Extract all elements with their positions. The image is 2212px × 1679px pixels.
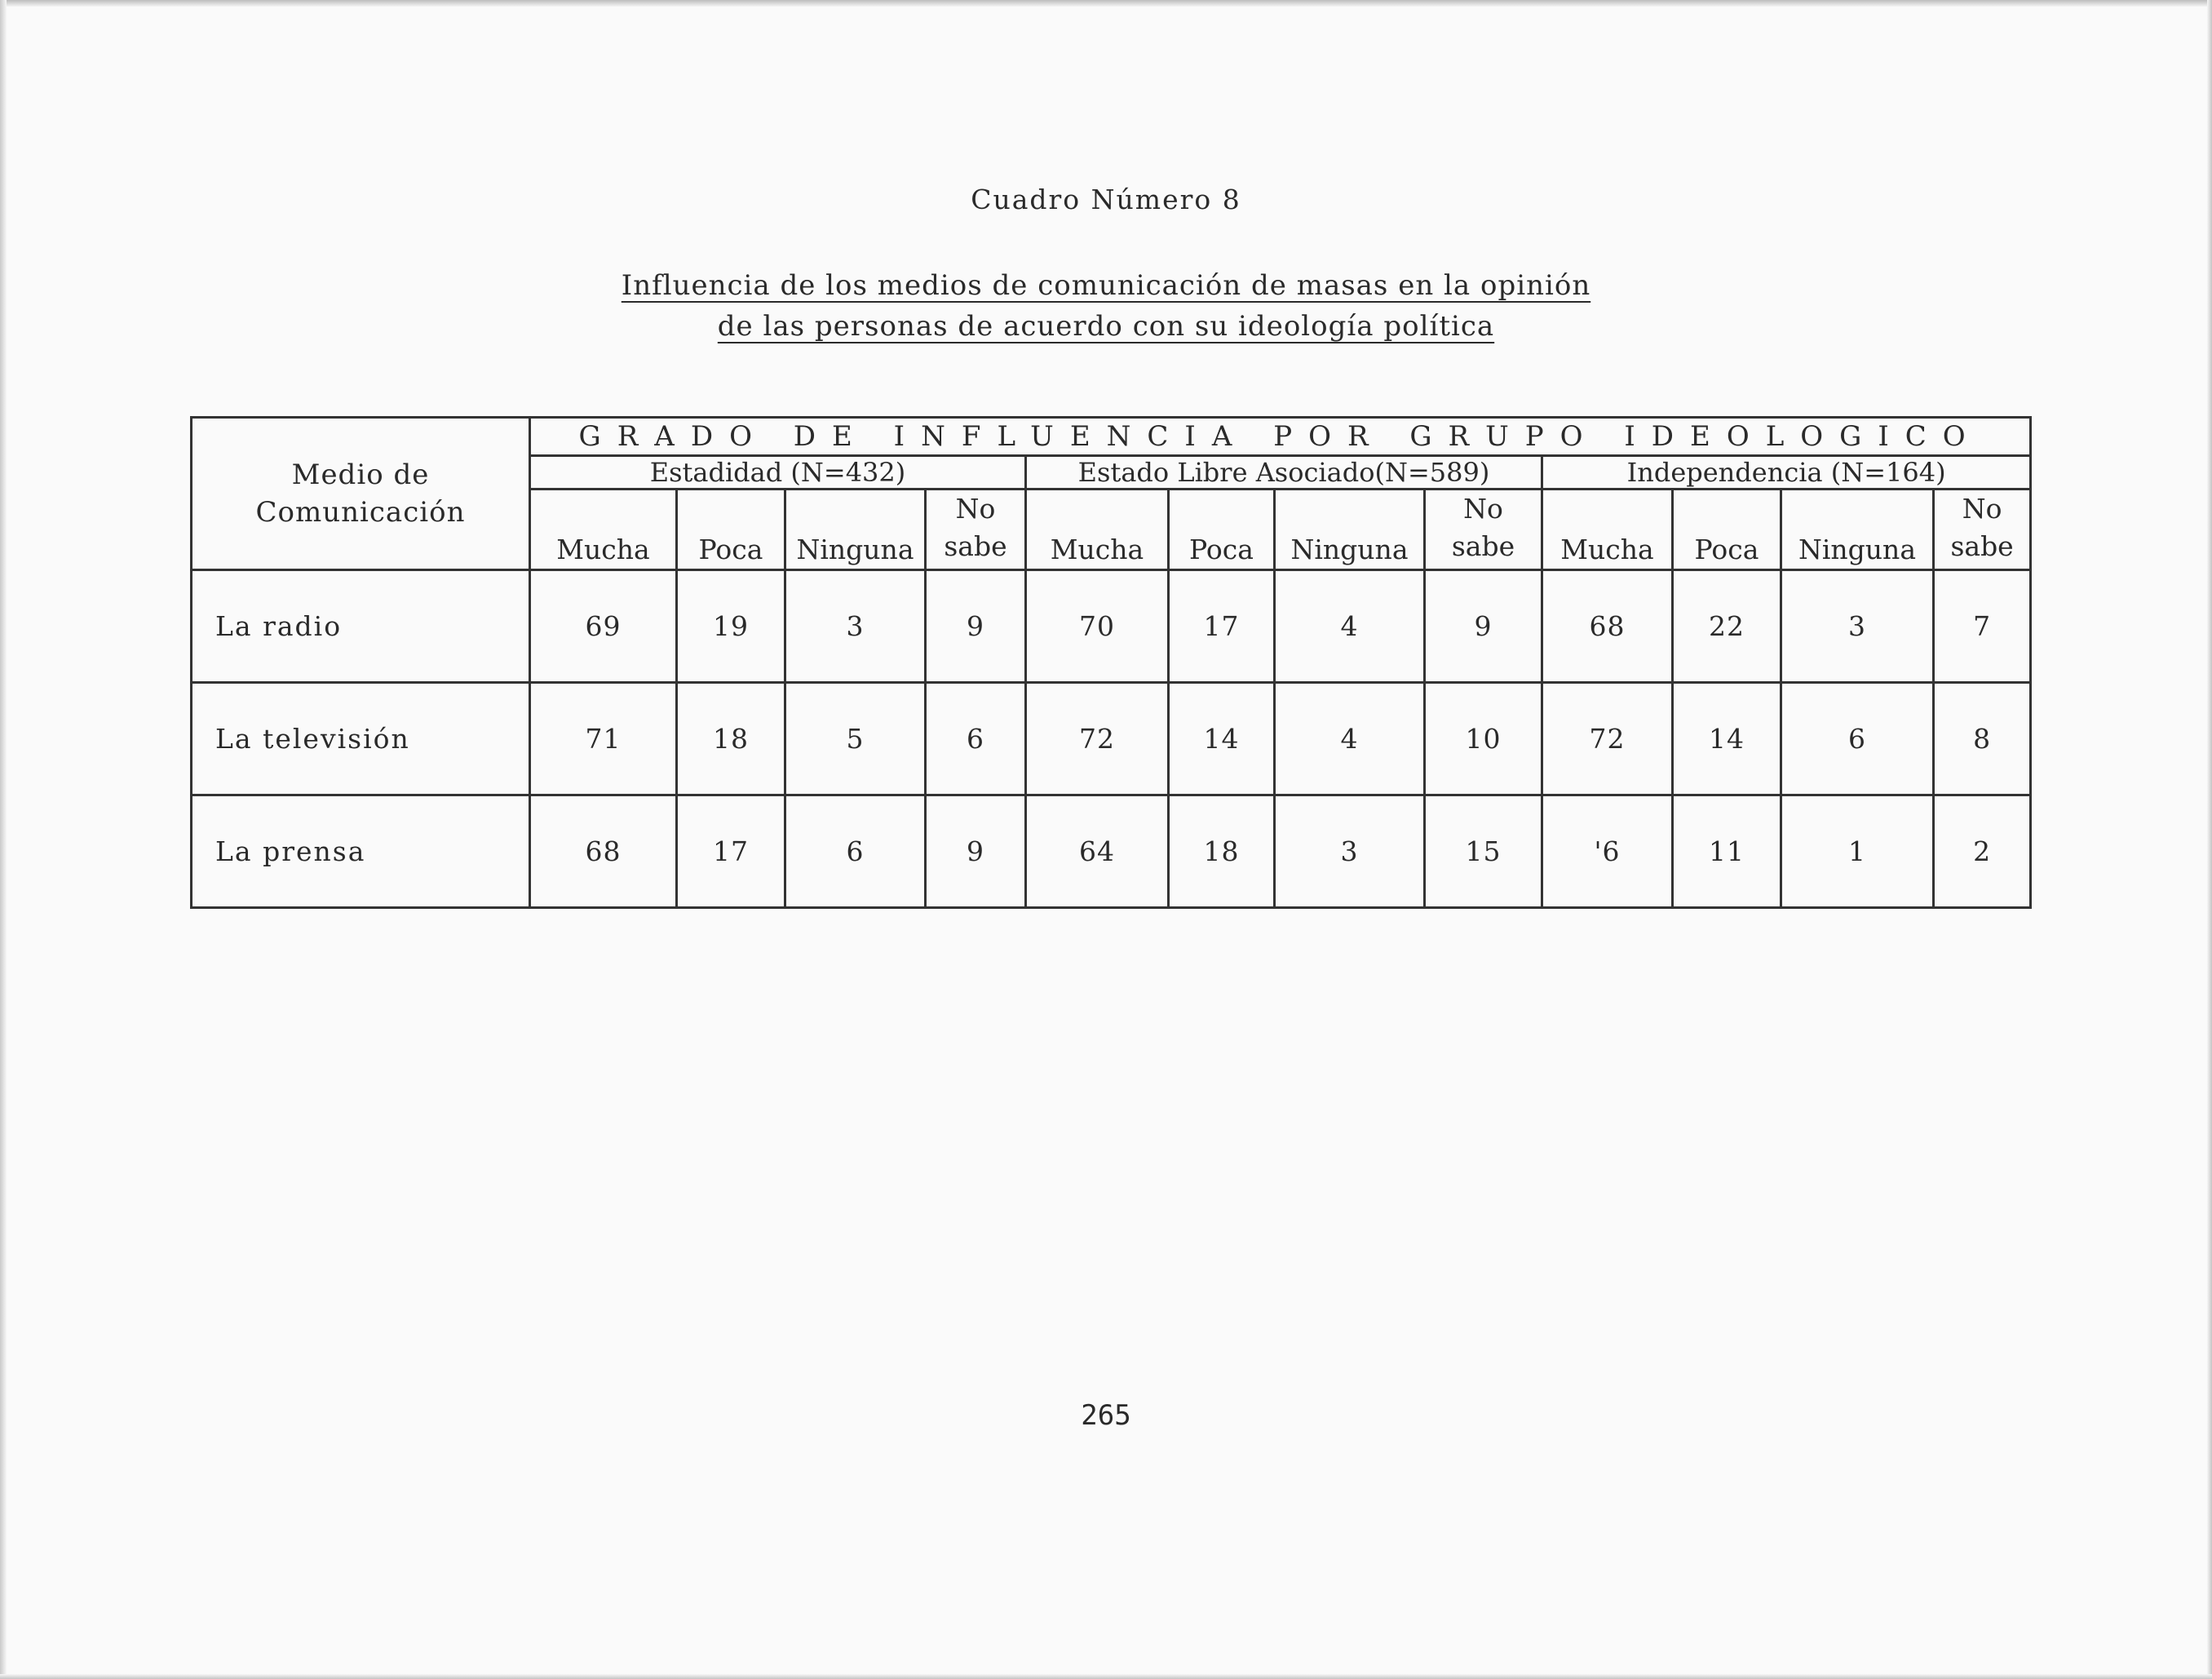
- table-cell: 68: [1542, 570, 1673, 683]
- table-title-line-1: Influencia de los medios de comunicación de masas en la opinión: [621, 269, 1591, 302]
- subheader-no-sabe: [926, 490, 1026, 570]
- table-cell: 17: [677, 795, 785, 908]
- table-cell: 4: [1275, 683, 1425, 795]
- table-cell: 4: [1275, 570, 1425, 683]
- subheader-poca: Poca: [677, 490, 785, 570]
- table-cell: 64: [1026, 795, 1169, 908]
- table-title: [0, 265, 2212, 347]
- table-cell: 19: [677, 570, 785, 683]
- table-cell: 3: [785, 570, 926, 683]
- table-cell: 6: [926, 683, 1026, 795]
- table-cell: 8: [1934, 683, 2031, 795]
- subheader-no-sabe: [1934, 490, 2031, 570]
- table-cell: 6: [1781, 683, 1934, 795]
- table-cell: 9: [1425, 570, 1542, 683]
- table-cell: 6: [785, 795, 926, 908]
- page-edge: [0, 1674, 2212, 1679]
- medio-header-line-2: Comunicación: [255, 496, 466, 529]
- table-cell: 22: [1673, 570, 1781, 683]
- subheader-no-sabe: [1425, 490, 1542, 570]
- page-edge: [0, 0, 2212, 7]
- page-number: 265: [1081, 1399, 1131, 1432]
- row-label: La prensa: [192, 795, 530, 908]
- table-cell: 11: [1673, 795, 1781, 908]
- table-cell: 3: [1781, 570, 1934, 683]
- subheader-sabe: sabe: [1950, 530, 2014, 562]
- table-row-prensa: [192, 795, 2031, 908]
- medio-header-line-1: Medio de: [291, 459, 430, 491]
- table-cell: 15: [1425, 795, 1542, 908]
- subheader-poca: Poca: [1169, 490, 1275, 570]
- table-cell: 14: [1673, 683, 1781, 795]
- subheader-sabe: sabe: [1451, 530, 1515, 562]
- table-cell: 18: [1169, 795, 1275, 908]
- table-title-line-2: de las personas de acuerdo con su ideología política: [717, 310, 1495, 343]
- table-cell: 10: [1425, 683, 1542, 795]
- subheader-no: No: [1962, 493, 2002, 525]
- influence-degree-header: GRADO DE INFLUENCIA POR GRUPO IDEOLOGICO: [530, 418, 2031, 456]
- subheader-ninguna: Ninguna: [785, 490, 926, 570]
- table-cell: 9: [926, 795, 1026, 908]
- subheader-sabe: sabe: [944, 530, 1007, 562]
- row-label: La televisión: [192, 683, 530, 795]
- table-cell: 18: [677, 683, 785, 795]
- table-cell: 14: [1169, 683, 1275, 795]
- table-cell: 2: [1934, 795, 2031, 908]
- group-header-ela: Estado Libre Asociado(N=589): [1026, 456, 1542, 490]
- subheader-mucha: Mucha: [530, 490, 677, 570]
- table-cell: 69: [530, 570, 677, 683]
- table-row-radio: [192, 570, 2031, 683]
- table-cell: 68: [530, 795, 677, 908]
- subheader-ninguna: Ninguna: [1781, 490, 1934, 570]
- influence-table: [190, 416, 2032, 909]
- table-cell: 7: [1934, 570, 2031, 683]
- group-header-estadidad: Estadidad (N=432): [530, 456, 1026, 490]
- subheader-mucha: Mucha: [1542, 490, 1673, 570]
- table-cell: 3: [1275, 795, 1425, 908]
- subheader-ninguna: Ninguna: [1275, 490, 1425, 570]
- subheader-poca: Poca: [1673, 490, 1781, 570]
- table-cell: 17: [1169, 570, 1275, 683]
- subheader-no: No: [1463, 493, 1503, 525]
- table-cell: 9: [926, 570, 1026, 683]
- table-cell: '6: [1542, 795, 1673, 908]
- table-cell: 70: [1026, 570, 1169, 683]
- table-cell: 72: [1542, 683, 1673, 795]
- group-header-independencia: Independencia (N=164): [1542, 456, 2031, 490]
- subheader-mucha: Mucha: [1026, 490, 1169, 570]
- table-cell: 5: [785, 683, 926, 795]
- row-label: La radio: [192, 570, 530, 683]
- table-number-label: Cuadro Número 8: [971, 184, 1241, 215]
- medio-column-header: [192, 418, 530, 570]
- table-cell: 1: [1781, 795, 1934, 908]
- table-cell: 72: [1026, 683, 1169, 795]
- subheader-no: No: [955, 493, 996, 525]
- table-cell: 71: [530, 683, 677, 795]
- table-row-television: [192, 683, 2031, 795]
